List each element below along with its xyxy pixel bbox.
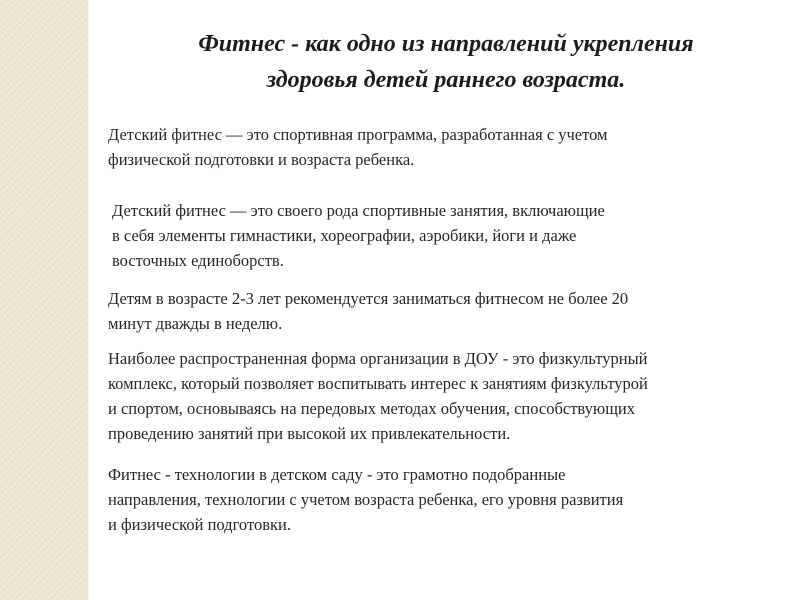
slide-title: Фитнес - как одно из направлений укрепления здоровья детей раннего возраста. <box>198 31 694 93</box>
paragraph-elements: Детский фитнес — это своего рода спортивные занятия, включающие в себя элементы гимнастики, хореографии, аэробики, йоги и даже восточных единоборств. <box>112 201 605 270</box>
sidebar-edge <box>86 0 89 600</box>
paragraph-organization-form: Наиболее распространенная форма организации в ДОУ - это физкультурный комплекс, который позволяет воспитывать интерес к занятиям физкультурой и спортом, основываясь на передовых методах обучения, способствующих проведению занятий при высокой их привлекательности. <box>108 349 648 443</box>
paragraph-technologies: Фитнес - технологии в детском саду - это грамотно подобранные направления, технологии с учетом возраста ребенка, его уровня развития и физической подготовки. <box>108 465 624 534</box>
decorative-sidebar <box>0 0 86 600</box>
paragraph-recommendation: Детям в возрасте 2-3 лет рекомендуется заниматься фитнесом не более 20 минут дважды в неделю. <box>108 289 629 333</box>
paragraph-definition: Детский фитнес — это спортивная программа, разработанная с учетом физической подготовки и возраста ребенка. <box>108 125 608 169</box>
